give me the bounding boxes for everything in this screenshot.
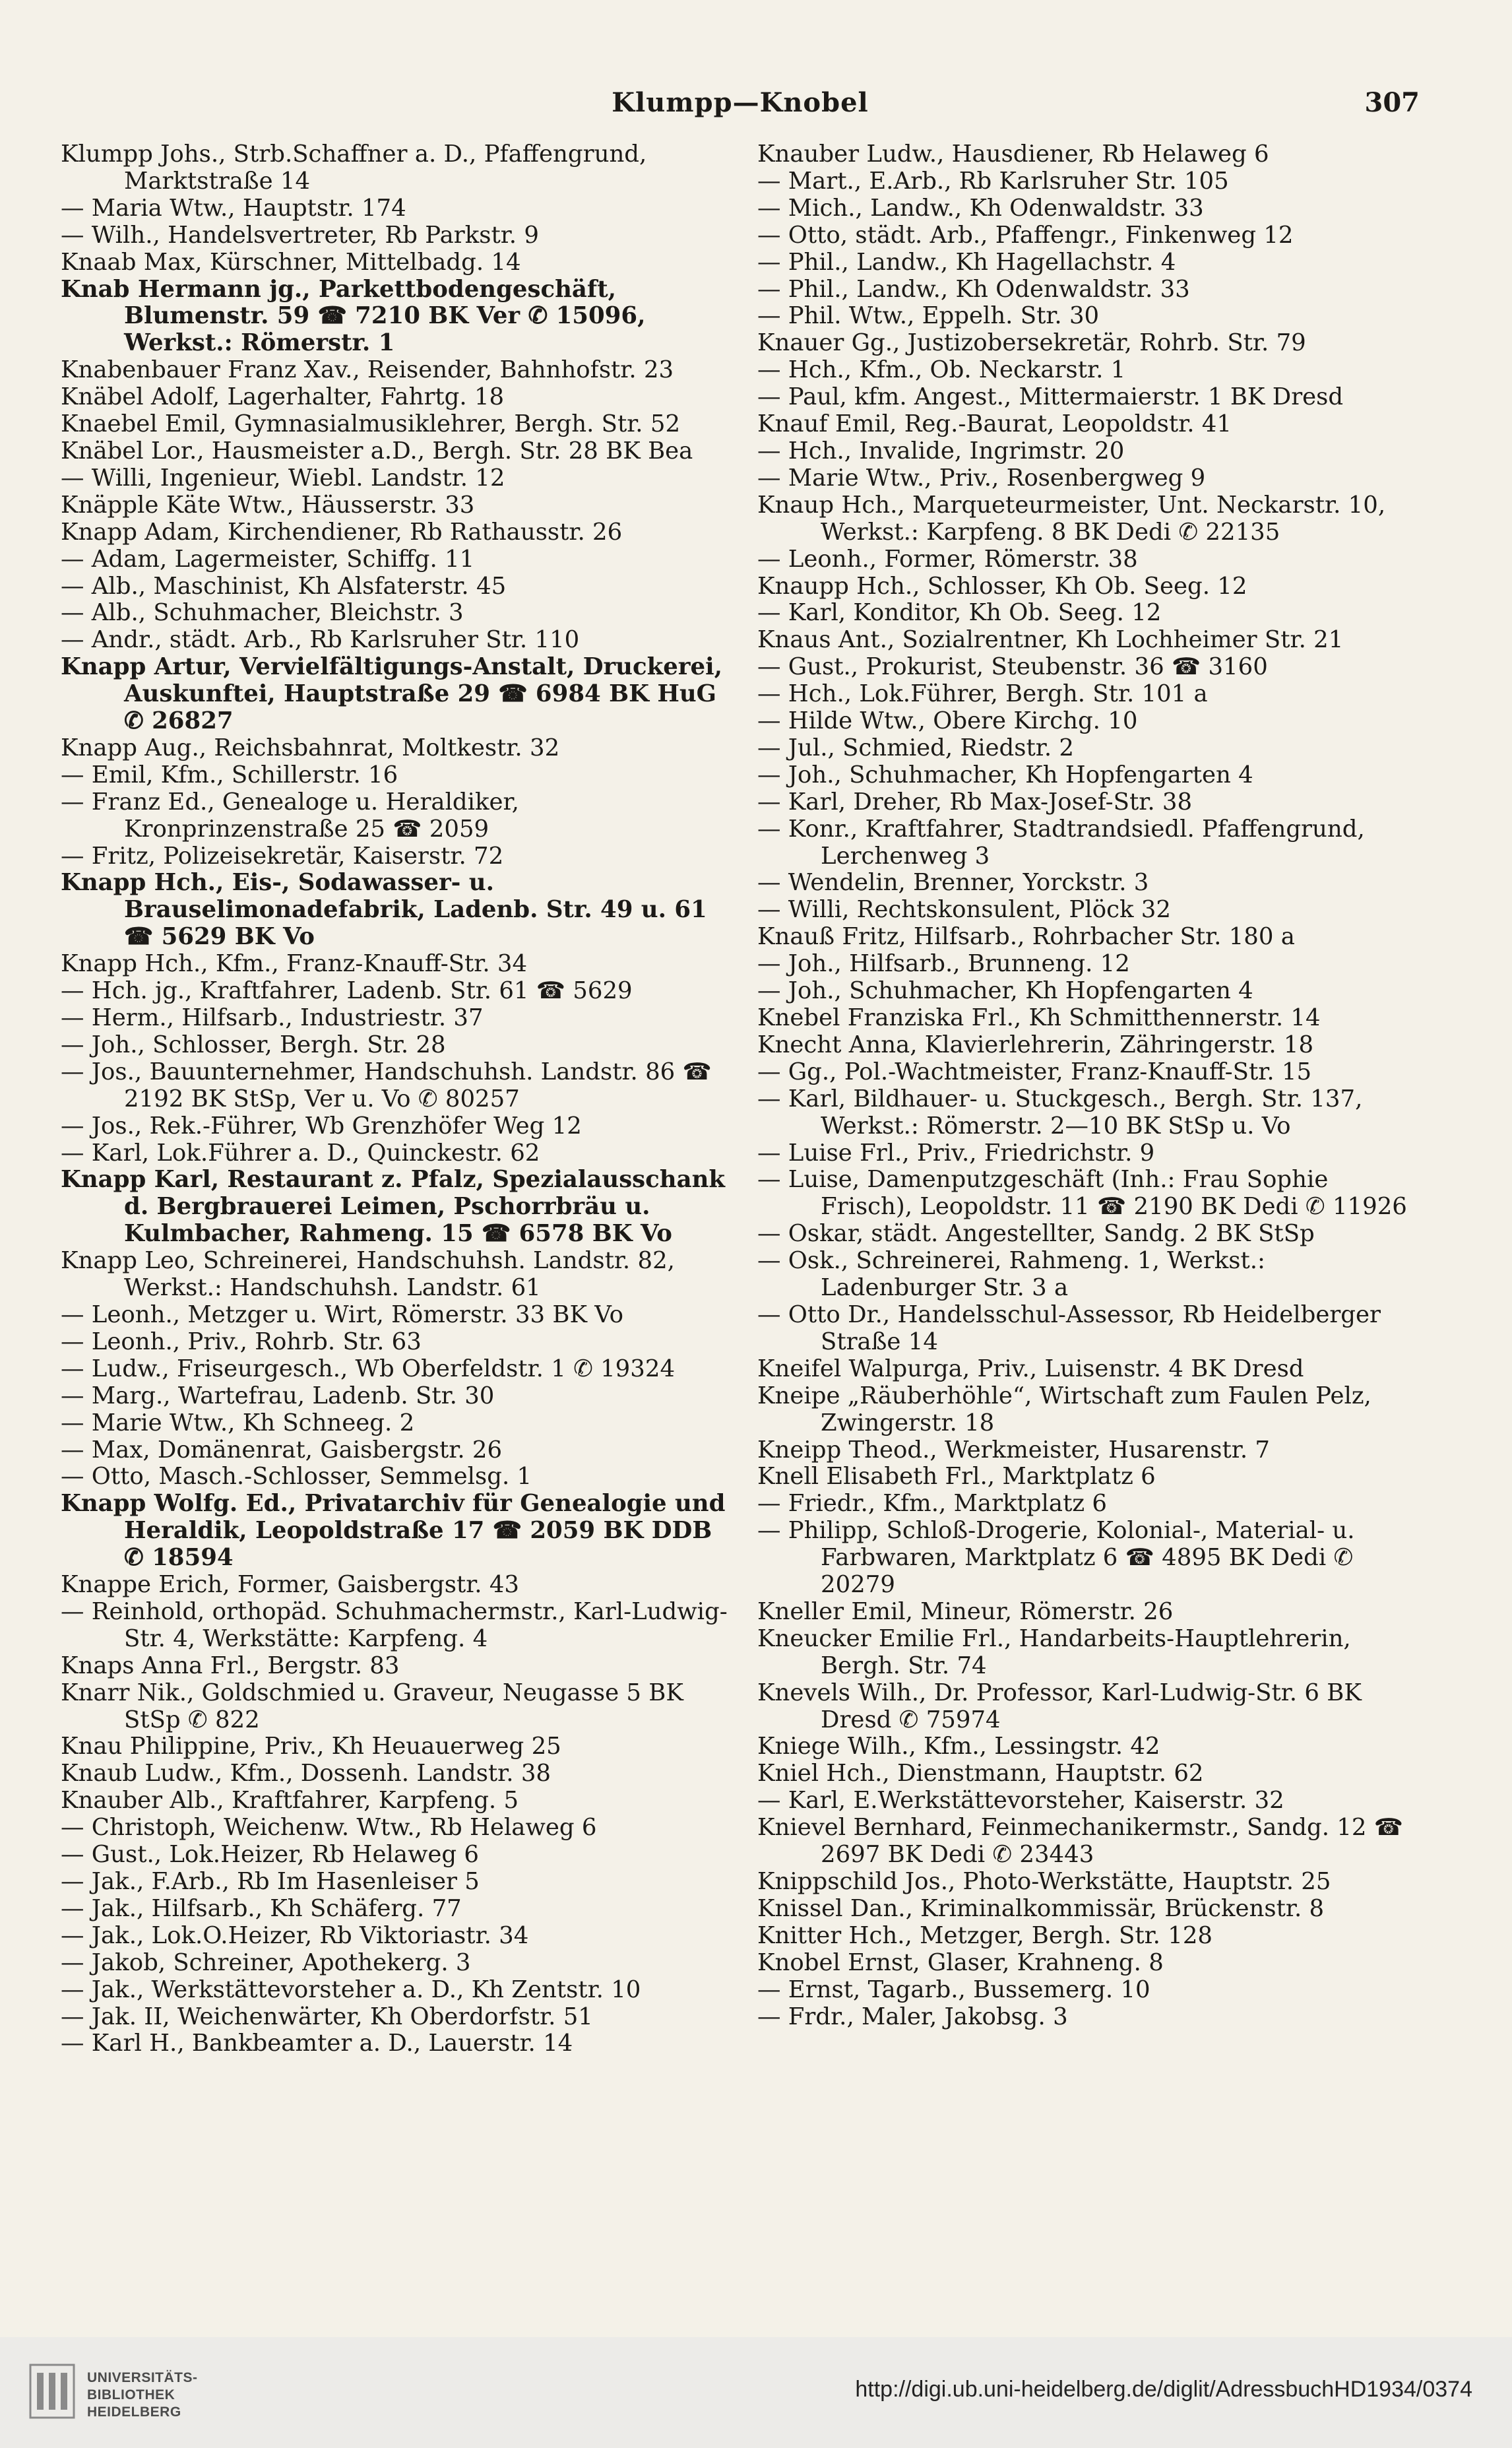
directory-entry: — Wendelin, Brenner, Yorckstr. 3 [757, 869, 1149, 897]
directory-entry: Knab Hermann jg., Parkettbodengeschäft, Blumenstr. 59 ☎ 7210 BK Ver ✆ 15096, Werkst.: Römerstr. 1 [61, 275, 646, 357]
directory-entry: — Otto Dr., Handelsschul-Assessor, Rb Heidelberger Straße 14 [757, 1301, 1381, 1355]
directory-entry: — Karl H., Bankbeamter a. D., Lauerstr. 14 [61, 2030, 573, 2057]
directory-entry: — Joh., Schuhmacher, Kh Hopfengarten 4 [757, 977, 1253, 1005]
directory-entry: — Jul., Schmied, Riedstr. 2 [757, 734, 1074, 761]
directory-entry: — Phil., Landw., Kh Hagellachstr. 4 [757, 248, 1176, 276]
directory-entry: Knell Elisabeth Frl., Marktplatz 6 [757, 1463, 1156, 1491]
directory-entry: — Hch. jg., Kraftfahrer, Ladenb. Str. 61 ☎ 5629 [61, 977, 633, 1005]
directory-entry: Knaup Hch., Marqueteurmeister, Unt. Neckarstr. 10, Werkst.: Karpfeng. 8 BK Dedi ✆ 22135 [757, 491, 1386, 546]
directory-entry: Knäbel Adolf, Lagerhalter, Fahrtg. 18 [61, 383, 505, 411]
directory-entry: — Joh., Schlosser, Bergh. Str. 28 [61, 1031, 446, 1058]
directory-entry: — Emil, Kfm., Schillerstr. 16 [61, 761, 398, 789]
directory-entry: Kniel Hch., Dienstmann, Hauptstr. 62 [757, 1760, 1204, 1788]
directory-entry: — Philipp, Schloß-Drogerie, Kolonial-, Material- u. Farbwaren, Marktplatz 6 ☎ 4895 BK Dedi ✆ 20279 [757, 1517, 1355, 1599]
source-url[interactable]: http://digi.ub.uni-heidelberg.de/diglit/AdressbuchHD1934/0374 [855, 2377, 1472, 2402]
directory-entry: — Gg., Pol.-Wachtmeister, Franz-Knauff-Str. 15 [757, 1058, 1312, 1085]
directory-entry: — Joh., Schuhmacher, Kh Hopfengarten 4 [757, 761, 1253, 789]
directory-entry: Knaps Anna Frl., Bergstr. 83 [61, 1652, 400, 1679]
directory-entry: — Joh., Hilfsarb., Brunneng. 12 [757, 950, 1130, 978]
directory-entry: — Karl, Bildhauer- u. Stuckgesch., Bergh. Str. 137, Werkst.: Römerstr. 2—10 BK StSp u. Vo [757, 1085, 1363, 1140]
directory-entry: — Jos., Rek.-Führer, Wb Grenzhöfer Weg 12 [61, 1112, 582, 1140]
directory-entry: — Leonh., Metzger u. Wirt, Römerstr. 33 BK Vo [61, 1301, 624, 1328]
directory-entry: Knabenbauer Franz Xav., Reisender, Bahnhofstr. 23 [61, 356, 674, 384]
directory-entry: — Hch., Lok.Führer, Bergh. Str. 101 a [757, 680, 1208, 708]
footer-bar [0, 2337, 1512, 2448]
directory-entry: Knaab Max, Kürschner, Mittelbadg. 14 [61, 248, 521, 276]
directory-entry: — Fritz, Polizeisekretär, Kaiserstr. 72 [61, 842, 504, 870]
directory-entry: — Karl, E.Werkstättevorsteher, Kaiserstr. 32 [757, 1787, 1284, 1815]
directory-entry: — Gust., Prokurist, Steubenstr. 36 ☎ 3160 [757, 653, 1268, 681]
directory-entry: — Otto, Masch.-Schlosser, Semmelsg. 1 [61, 1463, 532, 1491]
directory-entry: — Hch., Kfm., Ob. Neckarstr. 1 [757, 356, 1126, 384]
directory-entry: — Phil., Landw., Kh Odenwaldstr. 33 [757, 275, 1190, 303]
directory-entry: — Marg., Wartefrau, Ladenb. Str. 30 [61, 1382, 495, 1409]
directory-entry: — Oskar, städt. Angestellter, Sandg. 2 BK StSp [757, 1220, 1315, 1248]
directory-entry: — Frdr., Maler, Jakobsg. 3 [757, 2003, 1068, 2030]
directory-entry: Knissel Dan., Kriminalkommissär, Brückenstr. 8 [757, 1894, 1325, 1922]
directory-entry: Knecht Anna, Klavierlehrerin, Zähringerstr. 18 [757, 1031, 1314, 1058]
directory-entry: Knäbel Lor., Hausmeister a.D., Bergh. Str. 28 BK Bea [61, 437, 693, 465]
directory-entry: Klumpp Johs., Strb.Schaffner a. D., Pfaffengrund, Marktstraße 14 [61, 141, 647, 195]
directory-entry: — Leonh., Former, Römerstr. 38 [757, 545, 1138, 573]
directory-entry: Knapp Aug., Reichsbahnrat, Moltkestr. 32 [61, 734, 560, 761]
logo-text-line2: BIBLIOTHEK [87, 2387, 175, 2402]
directory-entry: — Hch., Invalide, Ingrimstr. 20 [757, 437, 1125, 465]
directory-entry: Kneipp Theod., Werkmeister, Husarenstr. 7 [757, 1436, 1270, 1464]
library-logo[interactable] [29, 2352, 227, 2433]
directory-entry: Knarr Nik., Goldschmied u. Graveur, Neugasse 5 BK StSp ✆ 822 [61, 1679, 683, 1733]
directory-entry: Knevels Wilh., Dr. Professor, Karl-Ludwig-Str. 6 BK Dresd ✆ 75974 [757, 1679, 1362, 1733]
directory-entry: Knaebel Emil, Gymnasialmusiklehrer, Bergh. Str. 52 [61, 410, 681, 438]
directory-entry: Knaupp Hch., Schlosser, Kh Ob. Seeg. 12 [757, 572, 1247, 600]
logo-text-line1: UNIVERSITÄTS- [87, 2370, 198, 2385]
directory-entry: — Max, Domänenrat, Gaisbergstr. 26 [61, 1436, 503, 1464]
directory-entry: Kniege Wilh., Kfm., Lessingstr. 42 [757, 1733, 1160, 1760]
directory-entry: — Luise, Damenputzgeschäft (Inh.: Frau Sophie Frisch), Leopoldstr. 11 ☎ 2190 BK Dedi ✆ 11926 [757, 1166, 1407, 1221]
directory-entry: — Karl, Konditor, Kh Ob. Seeg. 12 [757, 599, 1162, 627]
directory-entry: — Friedr., Kfm., Marktplatz 6 [757, 1490, 1107, 1518]
directory-entry: Knievel Bernhard, Feinmechanikermstr., Sandg. 12 ☎ 2697 BK Dedi ✆ 23443 [757, 1814, 1403, 1869]
directory-entry: — Gust., Lok.Heizer, Rb Helaweg 6 [61, 1841, 479, 1869]
directory-entry: — Ernst, Tagarb., Bussemerg. 10 [757, 1976, 1150, 2003]
page-title: Klumpp—Knobel [612, 87, 869, 118]
directory-entry: — Alb., Maschinist, Kh Alsfaterstr. 45 [61, 572, 507, 600]
directory-entry: — Konr., Kraftfahrer, Stadtrandsiedl. Pfaffengrund, Lerchenweg 3 [757, 815, 1365, 870]
directory-entry: Knauber Ludw., Hausdiener, Rb Helaweg 6 [757, 141, 1269, 168]
directory-entry: — Willi, Rechtskonsulent, Plöck 32 [757, 896, 1171, 924]
directory-entry: — Phil. Wtw., Eppelh. Str. 30 [757, 302, 1100, 330]
page-header [61, 74, 1420, 127]
directory-entry: Knapp Hch., Kfm., Franz-Knauff-Str. 34 [61, 950, 528, 978]
left-column [61, 141, 730, 2057]
directory-entry: — Mart., E.Arb., Rb Karlsruher Str. 105 [757, 167, 1229, 195]
directory-entry: — Otto, städt. Arb., Pfaffengr., Finkenweg 12 [757, 221, 1294, 249]
directory-entry: — Adam, Lagermeister, Schiffg. 11 [61, 545, 475, 573]
directory-entry: — Paul, kfm. Angest., Mittermaierstr. 1 BK Dresd [757, 383, 1344, 411]
directory-entry: — Jak., Hilfsarb., Kh Schäferg. 77 [61, 1894, 462, 1922]
directory-entry: Knaus Ant., Sozialrentner, Kh Lochheimer Str. 21 [757, 626, 1344, 654]
directory-entry: — Reinhold, orthopäd. Schuhmachermstr., Karl-Ludwig-Str. 4, Werkstätte: Karpfeng. 4 [61, 1597, 728, 1652]
directory-entry: Kneller Emil, Mineur, Römerstr. 26 [757, 1597, 1174, 1625]
directory-entry: — Jos., Bauunternehmer, Handschuhsh. Landstr. 86 ☎ 2192 BK StSp, Ver u. Vo ✆ 80257 [61, 1058, 712, 1112]
directory-entry: Knauß Fritz, Hilfsarb., Rohrbacher Str. 180 a [757, 923, 1295, 951]
directory-entry: Knapp Leo, Schreinerei, Handschuhsh. Landstr. 82, Werkst.: Handschuhsh. Landstr. 61 [61, 1247, 675, 1302]
directory-entry: — Willi, Ingenieur, Wiebl. Landstr. 12 [61, 464, 505, 492]
directory-entry: — Jak. II, Weichenwärter, Kh Oberdorfstr. 51 [61, 2003, 593, 2030]
directory-entry: Knau Philippine, Priv., Kh Heuauerweg 25 [61, 1733, 561, 1760]
directory-entry: — Osk., Schreinerei, Rahmeng. 1, Werkst.: Ladenburger Str. 3 a [757, 1247, 1266, 1302]
directory-entry: — Luise Frl., Priv., Friedrichstr. 9 [757, 1139, 1155, 1167]
directory-entry: — Franz Ed., Genealoge u. Heraldiker, Kronprinzenstraße 25 ☎ 2059 [61, 788, 519, 843]
directory-entry: Knauer Gg., Justizobersekretär, Rohrb. Str. 79 [757, 329, 1306, 357]
directory-entry: Knapp Hch., Eis-, Sodawasser- u. Brauselimonadefabrik, Ladenb. Str. 49 u. 61 ☎ 5629 BK Vo [61, 869, 707, 951]
directory-entry: Knäpple Käte Wtw., Häusserstr. 33 [61, 491, 475, 519]
directory-entry: — Andr., städt. Arb., Rb Karlsruher Str. 110 [61, 626, 580, 654]
directory-entry: Knaub Ludw., Kfm., Dossenh. Landstr. 38 [61, 1760, 551, 1788]
directory-entry: — Mich., Landw., Kh Odenwaldstr. 33 [757, 194, 1204, 222]
directory-entry: — Wilh., Handelsvertreter, Rb Parkstr. 9 [61, 221, 539, 249]
directory-entry: Knapp Artur, Vervielfältigungs-Anstalt, Druckerei, Auskunftei, Hauptstraße 29 ☎ 6984 BK HuG ✆ 26827 [61, 653, 722, 735]
directory-entry: — Marie Wtw., Kh Schneeg. 2 [61, 1409, 415, 1436]
directory-entry: — Karl, Dreher, Rb Max-Josef-Str. 38 [757, 788, 1193, 816]
directory-entry: Knapp Adam, Kirchendiener, Rb Rathausstr. 26 [61, 518, 623, 546]
directory-entry: Knauf Emil, Reg.-Baurat, Leopoldstr. 41 [757, 410, 1232, 438]
directory-entry: — Jak., Werkstättevorsteher a. D., Kh Zentstr. 10 [61, 1976, 641, 2003]
directory-entry: — Leonh., Priv., Rohrb. Str. 63 [61, 1328, 422, 1355]
directory-entry: Knitter Hch., Metzger, Bergh. Str. 128 [757, 1921, 1213, 1949]
directory-entry: — Jak., Lok.O.Heizer, Rb Viktoriastr. 34 [61, 1921, 529, 1949]
directory-entry: — Alb., Schuhmacher, Bleichstr. 3 [61, 599, 464, 627]
directory-entry: — Ludw., Friseurgesch., Wb Oberfeldstr. 1 ✆ 19324 [61, 1355, 676, 1382]
directory-entry: Knippschild Jos., Photo-Werkstätte, Hauptstr. 25 [757, 1868, 1331, 1895]
directory-entry: Knapp Karl, Restaurant z. Pfalz, Spezialausschank d. Bergbrauerei Leimen, Pschorrbräu u. Kulmbacher, Rahmeng. 15 ☎ 6578 BK Vo [61, 1166, 726, 1248]
directory-entry: Kneipe „Räuberhöhle“, Wirtschaft zum Faulen Pelz, Zwingerstr. 18 [757, 1382, 1371, 1436]
directory-entry: — Marie Wtw., Priv., Rosenbergweg 9 [757, 464, 1206, 492]
right-column [757, 141, 1427, 2030]
directory-entry: Knobel Ernst, Glaser, Krahneng. 8 [757, 1949, 1164, 1976]
library-seal-icon [29, 2364, 75, 2419]
page-number: 307 [1364, 87, 1420, 118]
directory-entry: Kneifel Walpurga, Priv., Luisenstr. 4 BK Dresd [757, 1355, 1304, 1382]
directory-entry: Knapp Wolfg. Ed., Privatarchiv für Genealogie und Heraldik, Leopoldstraße 17 ☎ 2059 BK DDB ✆ 18594 [61, 1490, 726, 1572]
directory-entry: — Jakob, Schreiner, Apothekerg. 3 [61, 1949, 471, 1976]
directory-entry: — Herm., Hilfsarb., Industriestr. 37 [61, 1004, 484, 1031]
directory-entry: — Hilde Wtw., Obere Kirchg. 10 [757, 707, 1138, 735]
directory-entry: — Christoph, Weichenw. Wtw., Rb Helaweg 6 [61, 1814, 597, 1842]
directory-entry: — Karl, Lok.Führer a. D., Quinckestr. 62 [61, 1139, 540, 1167]
directory-entry: — Jak., F.Arb., Rb Im Hasenleiser 5 [61, 1868, 480, 1895]
directory-entry: Kneucker Emilie Frl., Handarbeits-Hauptlehrerin, Bergh. Str. 74 [757, 1625, 1351, 1679]
logo-text-line3: HEIDELBERG [87, 2404, 181, 2420]
directory-entry: Knappe Erich, Former, Gaisbergstr. 43 [61, 1571, 520, 1599]
directory-entry: — Maria Wtw., Hauptstr. 174 [61, 194, 406, 222]
directory-entry: Knebel Franziska Frl., Kh Schmitthennerstr. 14 [757, 1004, 1321, 1031]
directory-entry: Knauber Alb., Kraftfahrer, Karpfeng. 5 [61, 1787, 519, 1815]
